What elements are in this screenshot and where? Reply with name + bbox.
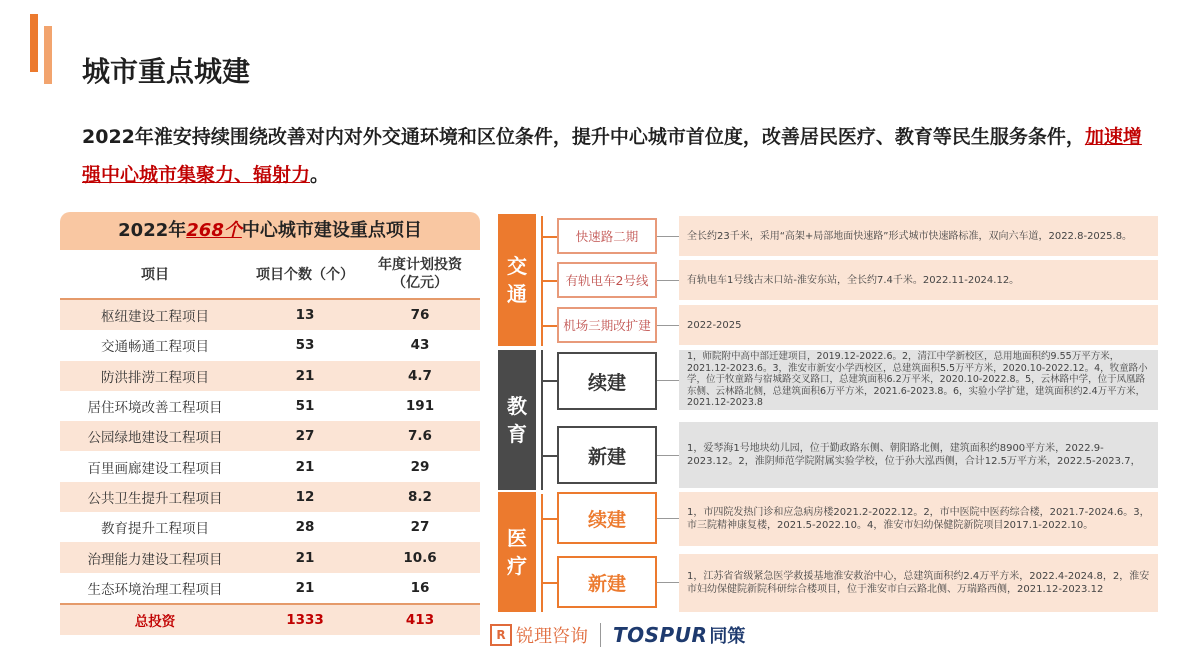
education-link-2 [657, 455, 679, 456]
tospur-logo-cn: 同策 [709, 626, 746, 647]
education-branch-2 [541, 455, 557, 457]
traffic-item-tram: 有轨电车2号线 [557, 262, 657, 298]
education-connector-line [541, 350, 543, 490]
cell-project-count: 27 [250, 421, 360, 451]
cell-project-count: 21 [250, 451, 360, 481]
logo-divider [600, 623, 601, 647]
intro-text-end: 。 [310, 164, 330, 186]
traffic-branch-3 [541, 325, 557, 327]
category-education [498, 350, 536, 490]
category-traffic-label: 交通 [507, 254, 527, 306]
intro-text: 2022年淮安持续围绕改善对内对外交通环境和区位条件，提升中心城市首位度，改善居民医疗、教育等民生服务条件， [82, 126, 1085, 148]
header-project: 项目 [60, 250, 250, 299]
accent-bar-light [44, 26, 52, 84]
medical-item-new: 新建 [557, 556, 657, 608]
ruili-logo-icon: R [490, 624, 512, 646]
cell-project-investment: 27 [360, 512, 480, 542]
cell-project-count: 13 [250, 299, 360, 330]
table-header-row [60, 250, 480, 299]
intro-paragraph [82, 118, 1142, 194]
table-total-row [60, 604, 480, 635]
cell-project-count: 21 [250, 361, 360, 391]
category-education-label: 教育 [507, 394, 527, 446]
medical-item-ongoing: 续建 [557, 492, 657, 544]
cell-total-count: 1333 [250, 604, 360, 635]
medical-link-2 [657, 582, 679, 583]
cell-project-investment: 10.6 [360, 542, 480, 572]
education-desc-ongoing: 1，师院附中高中部迁建项目，2019.12-2022.6。2，清江中学新校区，总用地面积约9.55万平方米，2021.12-2023.6。3，淮安市新安小学西校区，总建筑面积5.5万平方米，2020.10-2022.12。4，牧童路小学，位于牧童路与宿城路交叉路口，总建筑面积6.2万平米，2020.10-2022.8。5，云林路中学，位于凤凰路东侧、云林路北侧，总建筑面积6万平方米，2021.6-2023.8。6，实验小学扩建，建筑面积约2.4万平方米，2021.12-2023.8 [679, 350, 1158, 410]
cell-total-investment: 413 [360, 604, 480, 635]
traffic-item-expressway: 快速路二期 [557, 218, 657, 254]
category-medical [498, 492, 536, 612]
traffic-link-2 [657, 280, 679, 281]
table-title [60, 212, 480, 250]
accent-bar-dark [30, 14, 38, 72]
medical-desc-new: 1，江苏省省级紧急医学救援基地淮安救治中心，总建筑面积约2.4万平方米，2022.4-2024.8，2，淮安市妇幼保健院新院科研综合楼项目，位于淮安市白云路北侧、万瑞路西侧，2021.12-2023.12 [679, 554, 1158, 612]
education-item-ongoing: 续建 [557, 352, 657, 410]
cell-project-count: 28 [250, 512, 360, 542]
ruili-logo-text: 锐理咨询 [516, 626, 588, 647]
table-row [60, 361, 480, 391]
projects-table [60, 250, 480, 635]
traffic-desc-tram: 有轨电车1号线古末口站-淮安东站，全长约7.4千米。2022.11-2024.12。 [679, 260, 1158, 300]
traffic-branch-1 [541, 236, 557, 238]
tospur-logo-text: TOSPUR [613, 623, 708, 647]
table-row [60, 482, 480, 512]
cell-project-name: 公园绿地建设工程项目 [60, 421, 250, 451]
cell-project-name: 枢纽建设工程项目 [60, 299, 250, 330]
medical-desc-ongoing: 1，市四院发热门诊和应急病房楼2021.2-2022.12。2，市中医院中医药综合楼，2021.7-2024.6。3，市三院精神康复楼，2021.5-2022.10。4，淮安市妇幼保健院新院项目2017.1-2022.10。 [679, 492, 1158, 546]
cell-project-count: 51 [250, 391, 360, 421]
cell-total-label: 总投资 [60, 604, 250, 635]
cell-project-investment: 43 [360, 330, 480, 360]
medical-connector-line [541, 494, 543, 612]
footer-logos [490, 620, 745, 650]
cell-project-name: 生态环境治理工程项目 [60, 573, 250, 604]
cell-project-name: 百里画廊建设工程项目 [60, 451, 250, 481]
traffic-link-1 [657, 236, 679, 237]
medical-link-1 [657, 518, 679, 519]
category-traffic [498, 214, 536, 346]
traffic-branch-2 [541, 280, 557, 282]
traffic-desc-airport: 2022-2025 [679, 305, 1158, 345]
education-branch-1 [541, 380, 557, 382]
table-title-suffix: 中心城市建设重点项目 [241, 220, 422, 241]
header-count: 项目个数（个） [250, 250, 360, 299]
medical-branch-2 [541, 582, 557, 584]
intro-highlight: 加速增强中心城市集聚力、辐射力 [82, 126, 1142, 186]
table-row [60, 330, 480, 360]
cell-project-investment: 4.7 [360, 361, 480, 391]
cell-project-name: 交通畅通工程项目 [60, 330, 250, 360]
traffic-desc-expressway: 全长约23千米，采用“高架+局部地面快速路”形式城市快速路标准，双向六车道，2022.8-2025.8。 [679, 216, 1158, 256]
page-title: 城市重点城建 [82, 55, 251, 88]
cell-project-investment: 8.2 [360, 482, 480, 512]
medical-branch-1 [541, 518, 557, 520]
table-row [60, 299, 480, 330]
cell-project-investment: 191 [360, 391, 480, 421]
table-row [60, 573, 480, 604]
table-row [60, 421, 480, 451]
cell-project-investment: 29 [360, 451, 480, 481]
header-investment: 年度计划投资（亿元） [360, 250, 480, 299]
cell-project-investment: 76 [360, 299, 480, 330]
table-row [60, 542, 480, 572]
cell-project-name: 居住环境改善工程项目 [60, 391, 250, 421]
cell-project-name: 公共卫生提升工程项目 [60, 482, 250, 512]
cell-project-name: 防洪排涝工程项目 [60, 361, 250, 391]
cell-project-investment: 7.6 [360, 421, 480, 451]
cell-project-name: 教育提升工程项目 [60, 512, 250, 542]
table-title-number: 268个 [186, 220, 242, 241]
education-link-1 [657, 380, 679, 381]
cell-project-name: 治理能力建设工程项目 [60, 542, 250, 572]
table-title-prefix: 2022年 [118, 220, 187, 241]
education-desc-new: 1，爱琴海1号地块幼儿园，位于勤政路东侧、朝阳路北侧，建筑面积约8900平方米，2022.9-2023.12。2，淮阴师范学院附属实验学校，位于孙大泓西侧，合计12.5万平方米，2022.5-2023.7， [679, 422, 1158, 488]
cell-project-count: 12 [250, 482, 360, 512]
traffic-item-airport: 机场三期改扩建 [557, 307, 657, 343]
table-row [60, 512, 480, 542]
category-medical-label: 医疗 [507, 526, 527, 578]
cell-project-count: 21 [250, 573, 360, 604]
cell-project-count: 53 [250, 330, 360, 360]
table-row [60, 451, 480, 481]
cell-project-count: 21 [250, 542, 360, 572]
cell-project-investment: 16 [360, 573, 480, 604]
key-projects-table [60, 212, 480, 635]
traffic-link-3 [657, 325, 679, 326]
table-row [60, 391, 480, 421]
education-item-new: 新建 [557, 426, 657, 484]
